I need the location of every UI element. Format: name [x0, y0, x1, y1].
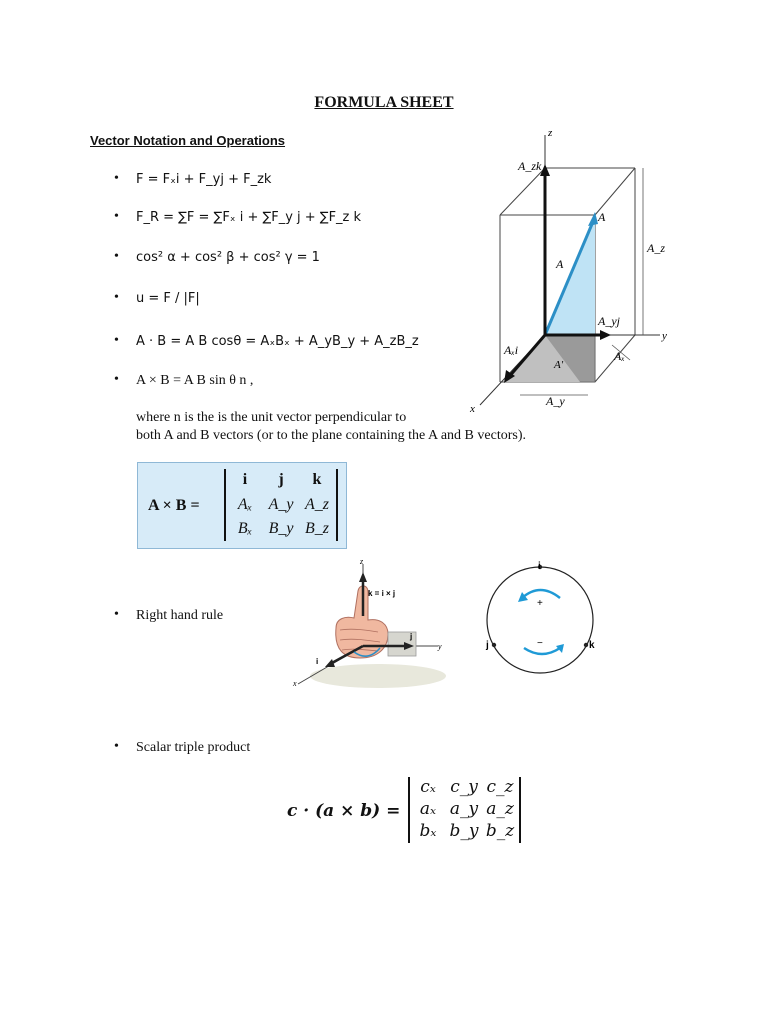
determinant-lhs: A × B = — [148, 497, 200, 514]
page-title: FORMULA SHEET — [314, 94, 454, 111]
cyclic-order-circle-diagram — [480, 560, 600, 680]
azk-label: A_zk — [518, 159, 542, 173]
triple-cell: a_y — [449, 799, 479, 819]
axis-y-label: y — [662, 330, 667, 342]
ax-dimension-label: Aₓ — [614, 349, 625, 363]
scalar-triple-product-label: Scalar triple product — [136, 740, 251, 755]
section-heading: Vector Notation and Operations — [90, 133, 286, 148]
ayj-label: A_yj — [598, 314, 620, 328]
matrix-cell: Bₓ — [237, 520, 253, 537]
formula-unit-vector: u = F / |F| — [136, 291, 200, 306]
bullet-dot: • — [114, 333, 119, 348]
vector-a-prime-label: A′ — [554, 359, 564, 371]
triple-cell: cₓ — [420, 777, 436, 797]
bullet-dot: • — [114, 249, 119, 264]
axis-x-label: x — [470, 403, 475, 415]
bullet-dot: • — [114, 171, 119, 186]
formula-dot-product: A · B = A B cosθ = AₓBₓ + A_yB_y + A_zB_z — [136, 334, 419, 349]
matrix-cell: k — [312, 471, 322, 488]
matrix-cell: B_y — [268, 520, 294, 537]
triple-left-bar — [408, 777, 410, 843]
hand-k-label: k = i × j — [368, 589, 396, 598]
right-hand-illustration — [288, 556, 448, 691]
ay-dimension-label: A_y — [546, 394, 565, 408]
axi-label: Aₓi — [504, 343, 519, 357]
bullet-dot: • — [114, 739, 119, 754]
bullet-dot: • — [114, 209, 119, 224]
triple-lhs: c · (a × b) = — [287, 801, 401, 821]
vector-a-label: A — [556, 257, 564, 271]
axis-z-label: z — [548, 127, 553, 139]
matrix-cell: B_z — [305, 520, 329, 537]
bullet-dot: • — [114, 607, 119, 622]
cross-product-note-line1: where n is the is the unit vector perpendicular to — [136, 410, 407, 425]
matrix-cell: Aₓ — [237, 496, 253, 513]
hand-z-label: z — [360, 557, 364, 566]
vector-a-tip-label: A — [598, 210, 606, 224]
matrix-cell: i — [242, 471, 248, 488]
formula-cross-product-magnitude: A × B = A B sin θ n , — [136, 373, 254, 388]
bullet-dot: • — [114, 290, 119, 305]
formula-direction-cosines: cos² α + cos² β + cos² γ = 1 — [136, 250, 320, 265]
scalar-triple-product-formula — [285, 775, 525, 845]
vector-components-prism-figure — [460, 120, 675, 420]
formula-resultant-force: F_R = ∑F = ∑Fₓ i + ∑F_y j + ∑F_z k — [136, 210, 362, 225]
cross-product-note-line2: both A and B vectors (or to the plane containing the A and B vectors). — [136, 428, 526, 443]
cross-product-determinant-box — [137, 462, 347, 549]
circle-minus-label: − — [537, 638, 543, 649]
right-hand-rule-label: Right hand rule — [136, 608, 224, 623]
triple-cell: c_y — [450, 777, 478, 797]
circle-k-label: k — [589, 640, 595, 651]
triple-cell: bₓ — [419, 821, 437, 841]
matrix-cell: A_y — [268, 496, 294, 513]
circle-j-label: j — [486, 640, 489, 651]
hand-x-label: x — [293, 679, 297, 688]
circle-i-label: i — [538, 561, 541, 572]
triple-cell: aₓ — [419, 799, 437, 819]
determinant-right-bar — [336, 469, 338, 541]
hand-y-label: y — [438, 642, 442, 651]
hand-i-label: i — [316, 657, 319, 666]
triple-cell: b_z — [485, 821, 515, 841]
matrix-cell: j — [278, 471, 284, 488]
triple-cell: b_y — [449, 821, 479, 841]
triple-right-bar — [519, 777, 521, 843]
determinant-left-bar — [224, 469, 226, 541]
matrix-cell: A_z — [305, 496, 329, 513]
az-dimension-label: A_z — [647, 241, 665, 255]
circle-plus-label: + — [537, 598, 543, 609]
formula-force-components: F = Fₓi + F_yj + F_zk — [136, 172, 272, 187]
bullet-dot: • — [114, 372, 119, 387]
hand-j-label: j — [410, 632, 413, 641]
triple-cell: a_z — [486, 799, 514, 819]
triple-cell: c_z — [486, 777, 514, 797]
